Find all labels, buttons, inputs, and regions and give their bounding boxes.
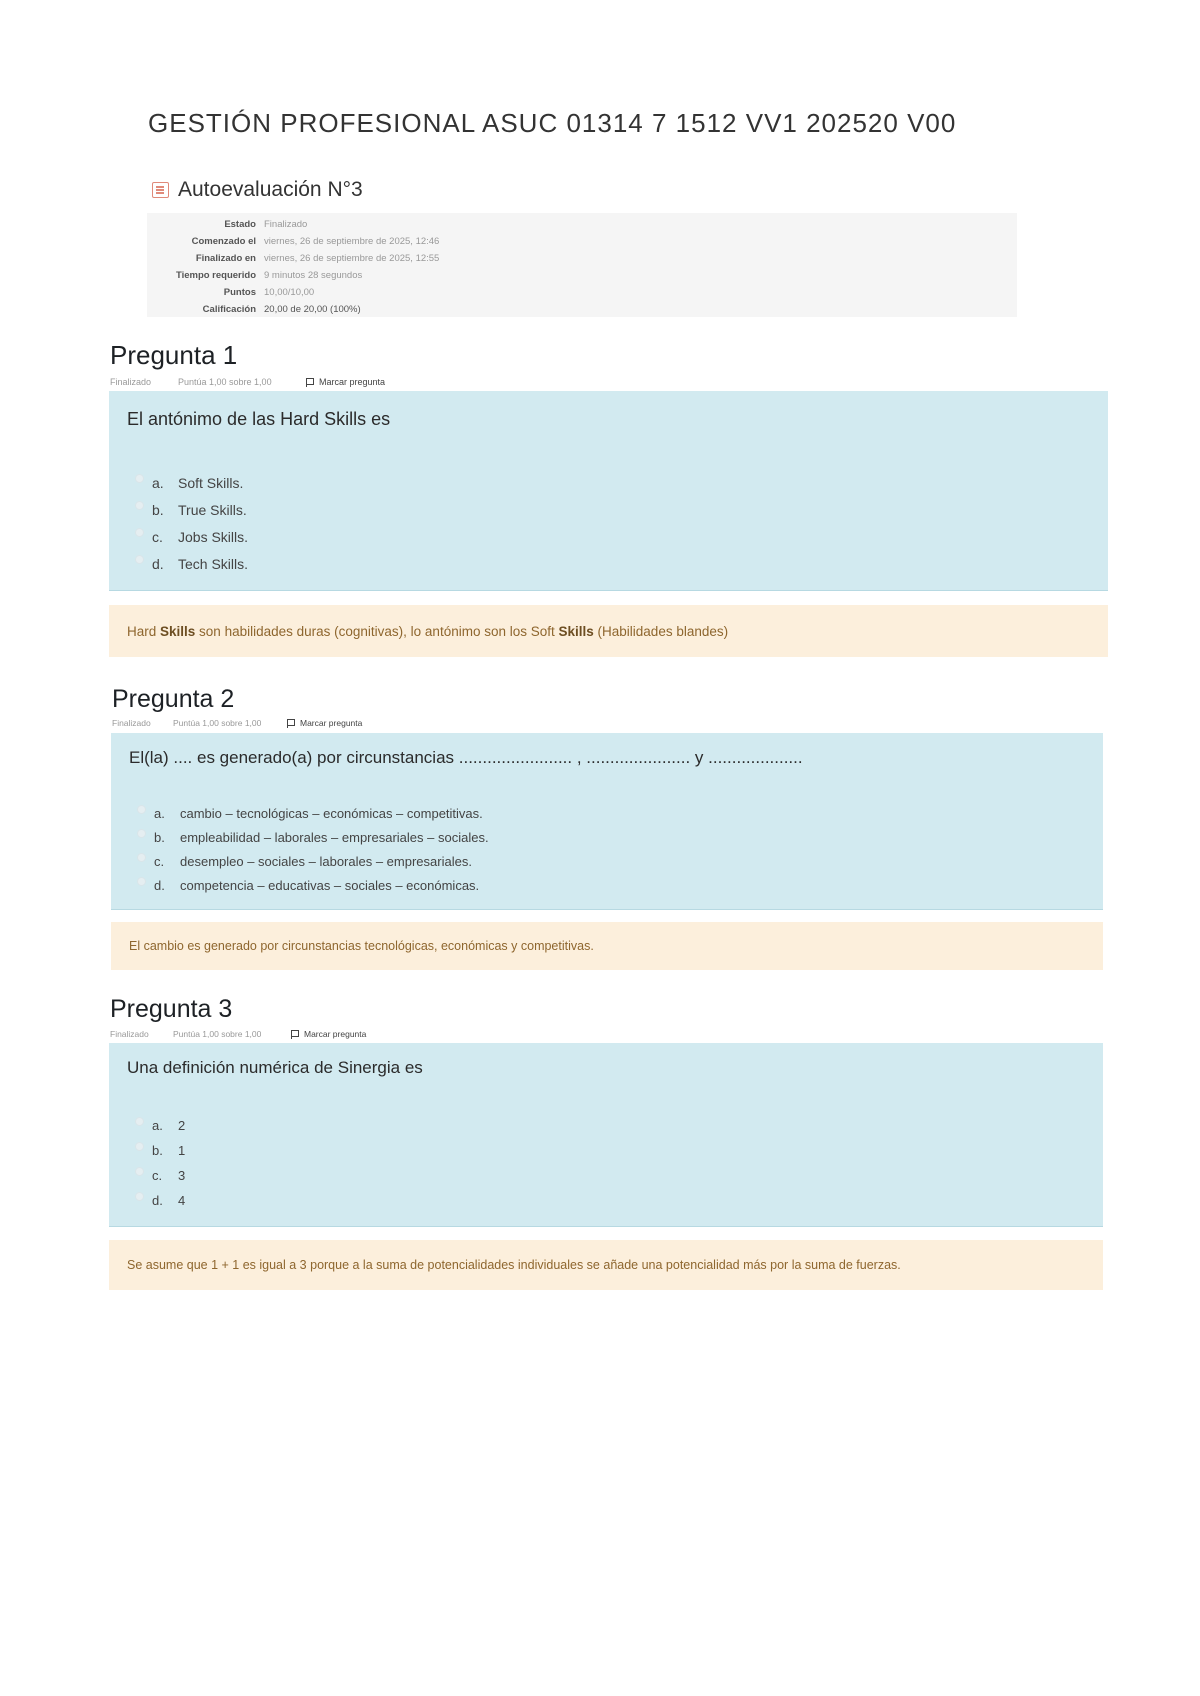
question-2-feedback: El cambio es generado por circunstancias tecnológicas, económicas y competitivas. [111, 922, 1103, 970]
quiz-icon [152, 182, 169, 198]
course-title: GESTIÓN PROFESIONAL ASUC 01314 7 1512 VV1 202520 V00 [148, 108, 957, 138]
radio-icon[interactable] [135, 528, 144, 537]
answer-option[interactable]: d. competencia – educativas – sociales – económicas. [137, 873, 489, 897]
summary-value: viernes, 26 de septiembre de 2025, 12:55 [264, 253, 440, 264]
question-status: Finalizado [112, 718, 151, 728]
answer-option[interactable]: d. Tech Skills. [135, 550, 248, 577]
answer-option[interactable]: d. 4 [135, 1188, 185, 1213]
radio-icon[interactable] [135, 1192, 144, 1201]
summary-row [153, 267, 443, 284]
flag-label: Marcar pregunta [304, 1029, 367, 1039]
question-3-box [109, 1043, 1103, 1227]
flag-icon [306, 378, 315, 387]
question-1-title: Pregunta 1 [110, 340, 238, 370]
question-text: Una definición numérica de Sinergia es [127, 1058, 423, 1077]
question-text: El(la) .... es generado(a) por circunstancias ........................ , ...................... y .................... [129, 748, 803, 767]
question-score: Puntúa 1,00 sobre 1,00 [178, 377, 272, 387]
radio-icon[interactable] [137, 853, 146, 862]
answer-option[interactable]: b. empleabilidad – laborales – empresariales – sociales. [137, 825, 489, 849]
summary-row [153, 250, 443, 267]
question-2-meta [112, 718, 362, 728]
answer-option[interactable]: a. Soft Skills. [135, 469, 248, 496]
question-score: Puntúa 1,00 sobre 1,00 [173, 718, 262, 728]
question-2-box [111, 733, 1103, 910]
summary-row [153, 233, 443, 250]
summary-label: Tiempo requerido [175, 270, 256, 281]
question-2-title: Pregunta 2 [112, 685, 235, 713]
summary-row [153, 301, 443, 318]
quiz-header [152, 178, 363, 202]
answer-option[interactable]: a. 2 [135, 1113, 185, 1138]
answer-option[interactable]: a. cambio – tecnológicas – económicas – competitivas. [137, 801, 489, 825]
summary-value: 9 minutos 28 segundos [264, 270, 363, 281]
summary-row [153, 216, 443, 233]
flag-label: Marcar pregunta [319, 377, 386, 387]
flag-icon [287, 719, 296, 728]
answer-option[interactable]: c. 3 [135, 1163, 185, 1188]
answer-option[interactable]: b. True Skills. [135, 496, 248, 523]
radio-icon[interactable] [137, 829, 146, 838]
radio-icon[interactable] [135, 501, 144, 510]
question-3-title: Pregunta 3 [110, 995, 233, 1023]
question-1-feedback: Hard Skills son habilidades duras (cognitivas), lo antónimo son los Soft Skills (Habilidades blandes) [109, 605, 1108, 657]
answer-option[interactable]: c. desempleo – sociales – laborales – empresariales. [137, 849, 489, 873]
flag-label: Marcar pregunta [300, 718, 363, 728]
radio-icon[interactable] [135, 1142, 144, 1151]
summary-row [153, 284, 443, 301]
summary-label: Finalizado en [195, 253, 256, 264]
flag-question-button[interactable] [291, 1029, 366, 1039]
answer-list [135, 1113, 185, 1213]
answer-option[interactable]: b. 1 [135, 1138, 185, 1163]
answer-option[interactable]: c. Jobs Skills. [135, 523, 248, 550]
radio-icon[interactable] [135, 1117, 144, 1126]
question-text: El antónimo de las Hard Skills es [127, 409, 391, 429]
radio-icon[interactable] [137, 877, 146, 886]
attempt-summary [147, 213, 1017, 317]
question-1-meta [110, 377, 385, 387]
flag-icon [291, 1030, 300, 1039]
question-3-feedback: Se asume que 1 + 1 es igual a 3 porque a la suma de potencialidades individuales se añade una potencialidad más por la suma de fuerzas. [109, 1240, 1103, 1290]
radio-icon[interactable] [135, 555, 144, 564]
question-score: Puntúa 1,00 sobre 1,00 [173, 1029, 262, 1039]
summary-label: Calificación [202, 304, 256, 315]
flag-question-button[interactable] [306, 377, 385, 387]
radio-icon[interactable] [135, 1167, 144, 1176]
question-1-box [109, 391, 1108, 591]
summary-label: Estado [224, 219, 256, 230]
question-3-meta [110, 1029, 366, 1039]
summary-value: 20,00 de 20,00 (100%) [264, 304, 361, 315]
answer-list [135, 469, 248, 577]
summary-value: Finalizado [264, 219, 308, 230]
summary-value: 10,00/10,00 [264, 287, 315, 298]
radio-icon[interactable] [137, 805, 146, 814]
question-status: Finalizado [110, 377, 152, 387]
summary-label: Comenzado el [191, 236, 256, 247]
summary-value: viernes, 26 de septiembre de 2025, 12:46 [264, 236, 440, 247]
radio-icon[interactable] [135, 474, 144, 483]
quiz-title: Autoevaluación N°3 [178, 178, 363, 201]
question-status: Finalizado [110, 1029, 149, 1039]
summary-label: Puntos [223, 287, 256, 298]
answer-list [137, 801, 489, 897]
flag-question-button[interactable] [287, 718, 362, 728]
